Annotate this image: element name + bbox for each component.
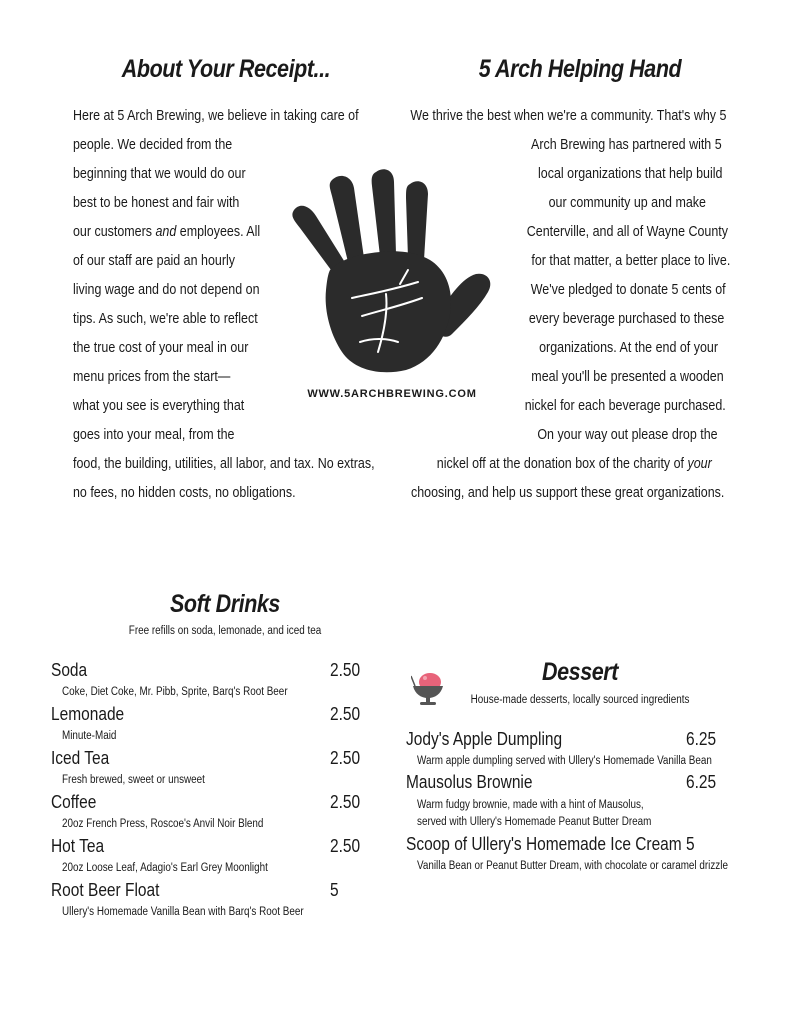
helping-hand-line: every beverage purchased to these — [528, 311, 724, 327]
receipt-line: what you see is everything that — [73, 398, 245, 414]
dessert-subtitle: House-made desserts, locally sourced ingredients — [470, 694, 690, 706]
helping-hand-line: organizations. At the end of your — [539, 340, 718, 356]
item-name: Iced Tea — [51, 748, 110, 768]
helping-hand-line: nickel for each beverage purchased. — [524, 398, 726, 414]
item-name: Coffee — [51, 792, 97, 812]
item-price: 6.25 — [686, 729, 717, 749]
receipt-line: Here at 5 Arch Brewing, we believe in taking care of — [73, 108, 359, 124]
helping-hand-line-part: nickel off at the donation box of the charity of — [437, 456, 685, 472]
helping-hand-title: 5 Arch Helping Hand — [478, 55, 682, 83]
item-name: Root Beer Float — [51, 880, 160, 900]
item-name: Soda — [51, 660, 88, 680]
helping-hand-line — [437, 454, 712, 474]
receipt-line-part: our customers — [73, 224, 153, 240]
item-price: 5 — [686, 834, 695, 854]
item-name: Mausolus Brownie — [406, 772, 533, 792]
receipt-line: no fees, no hidden costs, no obligations. — [73, 485, 296, 501]
item-name: Hot Tea — [51, 836, 105, 856]
receipt-line — [73, 222, 260, 242]
helping-hand-line: meal you'll be presented a wooden — [531, 369, 724, 385]
receipt-line: goes into your meal, from the — [73, 427, 235, 443]
receipt-line: of our staff are paid an hourly — [73, 253, 235, 269]
receipt-emphasis: and — [155, 224, 177, 240]
item-description: 20oz Loose Leaf, Adagio's Earl Grey Moonlight — [62, 862, 268, 874]
receipt-line: best to be honest and fair with — [73, 195, 240, 211]
item-price: 2.50 — [330, 704, 361, 724]
item-description: Warm fudgy brownie, made with a hint of Mausolus, — [417, 799, 644, 811]
soft-drinks-subtitle: Free refills on soda, lemonade, and iced tea — [128, 625, 322, 637]
receipt-line: people. We decided from the — [73, 137, 233, 153]
helping-hand-line: our community up and make — [548, 195, 706, 211]
item-price: 6.25 — [686, 772, 717, 792]
item-name: Lemonade — [51, 704, 125, 724]
helping-hand-line: Centerville, and all of Wayne County — [526, 224, 728, 240]
item-price: 2.50 — [330, 660, 361, 680]
receipt-line: menu prices from the start— — [73, 369, 231, 385]
item-description: Fresh brewed, sweet or unsweet — [62, 774, 205, 786]
website-url: WWW.5ARCHBREWING.COM — [307, 388, 477, 400]
item-name: Jody's Apple Dumpling — [406, 729, 563, 749]
item-description: Coke, Diet Coke, Mr. Pibb, Sprite, Barq's Root Beer — [62, 686, 288, 698]
receipt-line: the true cost of your meal in our — [73, 340, 249, 356]
helping-hand-emphasis: your — [687, 456, 712, 472]
item-description: Warm apple dumpling served with Ullery's Homemade Vanilla Bean — [417, 755, 712, 767]
item-description: 20oz French Press, Roscoe's Anvil Noir Blend — [62, 818, 264, 830]
item-price: 5 — [330, 880, 339, 900]
receipt-line: food, the building, utilities, all labor, and tax. No extras, — [73, 456, 375, 472]
helping-hand-line: We thrive the best when we're a community. That's why 5 — [410, 108, 726, 124]
helping-hand-line: choosing, and help us support these great organizations. — [410, 485, 724, 501]
receipt-title: About Your Receipt... — [121, 55, 331, 83]
receipt-line-part: employees. All — [176, 224, 261, 240]
soft-drinks-title: Soft Drinks — [170, 590, 280, 618]
item-description: Vanilla Bean or Peanut Butter Dream, with chocolate or caramel drizzle — [417, 860, 728, 872]
hand-print-icon — [290, 166, 494, 376]
item-price: 2.50 — [330, 748, 361, 768]
item-description: served with Ullery's Homemade Peanut Butter Dream — [417, 816, 652, 828]
item-name: Scoop of Ullery's Homemade Ice Cream — [406, 834, 682, 854]
receipt-line: living wage and do not depend on — [73, 282, 260, 298]
item-price: 2.50 — [330, 792, 361, 812]
item-description: Minute-Maid — [62, 730, 117, 742]
helping-hand-line: We've pledged to donate 5 cents of — [531, 282, 726, 298]
item-price: 2.50 — [330, 836, 361, 856]
sundae-icon — [411, 668, 445, 706]
helping-hand-line: On your way out please drop the — [537, 427, 718, 443]
helping-hand-line: local organizations that help build — [537, 166, 722, 182]
receipt-line: tips. As such, we're able to reflect — [73, 311, 258, 327]
receipt-line: beginning that we would do our — [73, 166, 246, 182]
dessert-title: Dessert — [542, 658, 618, 686]
helping-hand-line: Arch Brewing has partnered with 5 — [531, 137, 722, 153]
item-description: Ullery's Homemade Vanilla Bean with Barq's Root Beer — [62, 906, 304, 918]
helping-hand-line: for that matter, a better place to live. — [531, 253, 730, 269]
